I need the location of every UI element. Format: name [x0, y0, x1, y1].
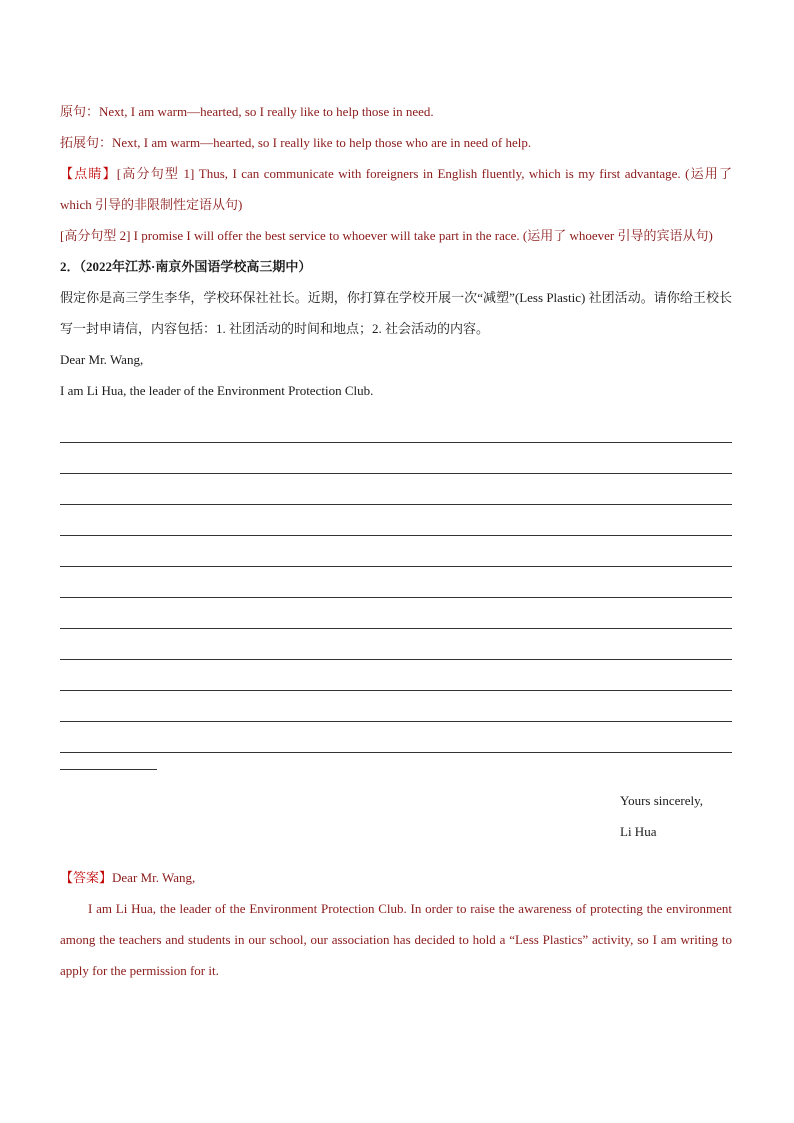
writing-line[interactable] — [60, 505, 732, 536]
document-page — [60, 96, 732, 986]
writing-line[interactable] — [60, 536, 732, 567]
writing-line[interactable] — [60, 474, 732, 505]
tip-tag: 【点睛】 — [60, 166, 117, 181]
writing-line[interactable] — [60, 598, 732, 629]
question-source: （2022年江苏·南京外国语学校高三期中） — [79, 259, 312, 274]
answer-heading — [60, 862, 732, 893]
writing-line[interactable] — [60, 412, 732, 443]
writing-line[interactable] — [60, 660, 732, 691]
letter-closing-block — [60, 770, 732, 862]
question-prompt: 假定你是高三学生李华，学校环保社社长。近期，你打算在学校开展一次“减塑”(Less Plastic) 社团活动。请你给王校长写一封申请信，内容包括：1. 社团活动的时间和地点；2. 社会活动的内容。 — [60, 290, 732, 336]
answer-body: I am Li Hua, the leader of the Environment Protection Club. In order to raise the awareness of protecting the environment among the teachers and students in our school, our association has decided to hold a “Less Plastics” activity, so I am writing to apply for the permission for it. — [60, 901, 732, 978]
writing-lines[interactable] — [60, 412, 732, 770]
letter-signature: Li Hua — [620, 824, 657, 839]
writing-line[interactable] — [60, 629, 732, 660]
question-heading — [60, 251, 732, 282]
letter-opening: I am Li Hua, the leader of the Environment Protection Club. — [60, 383, 374, 398]
answer-tag: 【答案】 — [60, 870, 113, 885]
writing-line[interactable] — [60, 722, 732, 753]
writing-line[interactable] — [60, 691, 732, 722]
question-number: 2． — [60, 259, 80, 274]
writing-line-short[interactable] — [60, 753, 157, 770]
letter-closing: Yours sincerely, — [620, 793, 704, 808]
letter-salutation: Dear Mr. Wang, — [60, 352, 144, 367]
expanded-label: 拓展句： — [60, 135, 113, 150]
original-label: 原句： — [60, 104, 100, 119]
tip-line-2: [高分句型 2] I promise I will offer the best service to whoever will take part in the race. (运用了 whoever 引导的宾语从句) — [60, 228, 713, 243]
tip-line-1: [高分句型 1] Thus, I can communicate with foreigners in English fluently, which is my first advantage. (运用了 which 引导的非限制性定语从句) — [60, 166, 732, 212]
writing-line[interactable] — [60, 443, 732, 474]
original-sentence — [60, 96, 732, 127]
expanded-text: Next, I am warm—hearted, so I really like to help those who are in need of help. — [112, 135, 532, 150]
tip-sentence-1 — [60, 158, 732, 220]
writing-line[interactable] — [60, 567, 732, 598]
original-text: Next, I am warm—hearted, so I really like to help those in need. — [99, 104, 434, 119]
tip-sentence-2 — [60, 220, 732, 251]
expanded-sentence — [60, 127, 732, 158]
answer-salutation: Dear Mr. Wang, — [112, 870, 196, 885]
